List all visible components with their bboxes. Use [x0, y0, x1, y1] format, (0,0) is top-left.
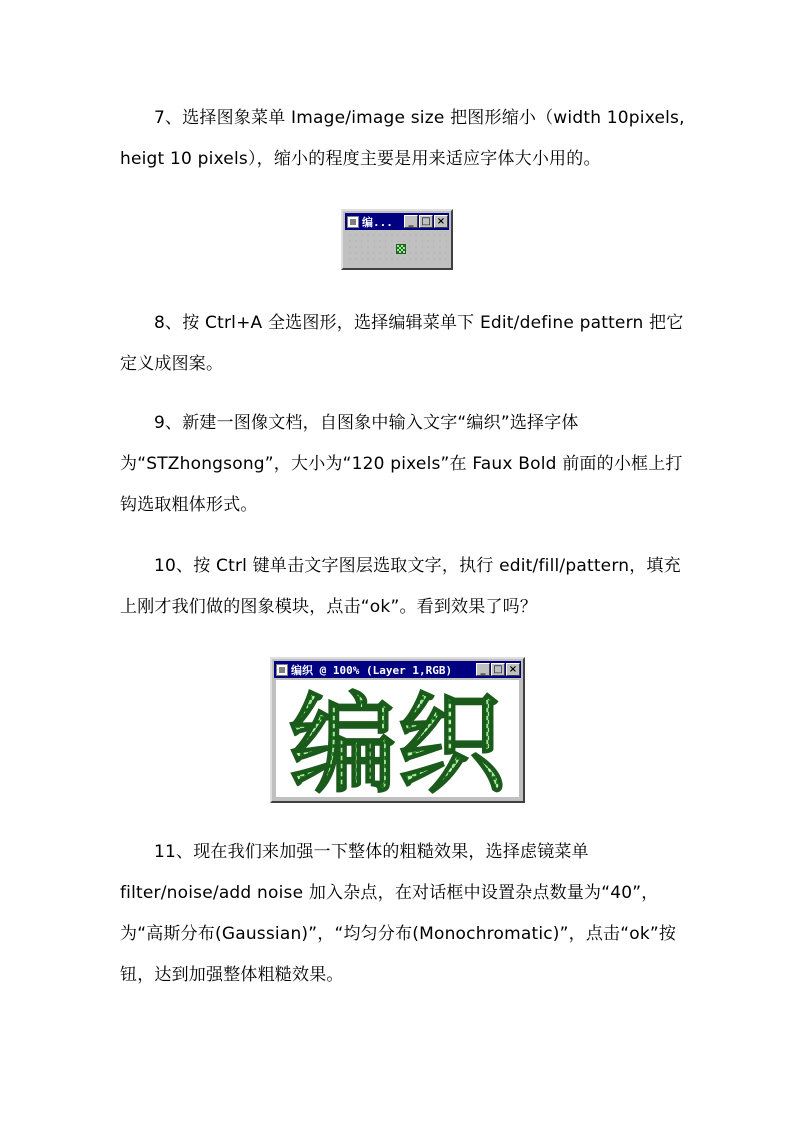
step-11-paragraph: 11、现在我们来加强一下整体的粗糙效果，选择虑镜菜单 filter/noise/add noise 加入杂点，在对话框中设置杂点数量为“40”，为“高斯分布(Gaussian)”，“均匀分布(Monochromatic)”，点击“ok”按钮，达到加强整体粗糙效果。 — [120, 842, 677, 985]
pattern-filled-text — [276, 680, 519, 797]
pattern-canvas — [347, 232, 447, 264]
maximize-button[interactable]: □ — [491, 663, 505, 676]
result-window-title: 编织 @ 100% (Layer 1,RGB) — [291, 663, 453, 677]
step-8-paragraph: 8、按 Ctrl+A 全选图形，选择编辑菜单下 Edit/define pattern 把它定义成图案。 — [120, 313, 684, 374]
step-9-paragraph: 9、新建一图像文档，自图象中输入文字“编织”选择字体为“STZhongsong”，大小为“120 pixels”在 Faux Bold 前面的小框上打钩选取粗体形式。 — [120, 413, 683, 515]
step-7-paragraph: 7、选择图象菜单 Image/image size 把图形缩小（width 10pixels, heigt 10 pixels），缩小的程度主要是用来适应字体大小用的。 — [120, 108, 685, 169]
pattern-window-title: 编... — [362, 215, 393, 229]
result-canvas — [276, 680, 519, 797]
document-icon — [276, 664, 288, 676]
pattern-tile-image — [396, 244, 406, 254]
step-10-paragraph: 10、按 Ctrl 键单击文字图层选取文字，执行 edit/fill/pattern，填充上刚才我们做的图象模块，点击“ok”。看到效果了吗？ — [120, 556, 681, 617]
close-button[interactable]: × — [506, 663, 520, 676]
pattern-window-titlebar[interactable] — [345, 213, 449, 230]
document-icon — [347, 216, 359, 228]
minimize-button[interactable]: _ — [404, 215, 418, 228]
maximize-button[interactable]: □ — [419, 215, 433, 228]
woven-text: 编织 — [288, 683, 506, 797]
close-button[interactable]: × — [434, 215, 448, 228]
result-window-titlebar[interactable] — [274, 661, 521, 678]
pattern-tile-window[interactable] — [341, 209, 453, 270]
minimize-button[interactable]: _ — [476, 663, 490, 676]
result-window[interactable] — [270, 657, 525, 803]
